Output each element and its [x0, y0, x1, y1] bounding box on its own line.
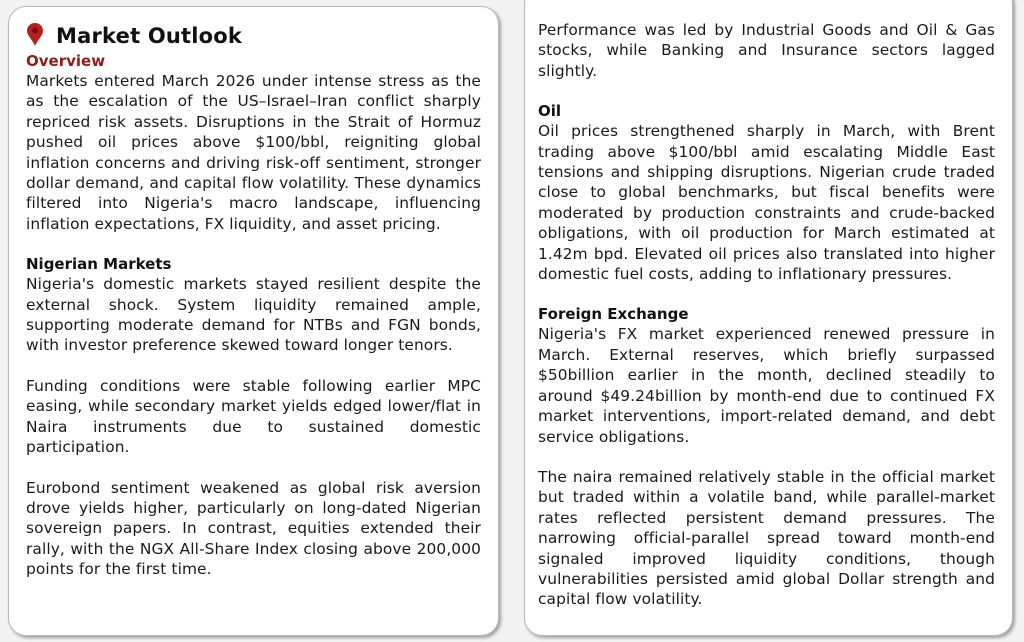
- foreign-exchange-paragraph-1: Nigeria's FX market experienced renewed pressure in March. External reserves, which briefly surpassed $50billion earlier in the month, declined steadily to around $49.24billion by month-end due to continued FX market interventions, import-related demand, and debt service obligations.: [538, 325, 995, 446]
- nigerian-markets-paragraph-1: Nigeria's domestic markets stayed resilient despite the external shock. System liquidity remained ample, supporting moderate demand for NTBs and FGN bonds, with investor preference skewed toward longer tenors.: [26, 275, 481, 355]
- map-pin-icon: [26, 22, 44, 48]
- foreign-exchange-paragraph-2: The naira remained relatively stable in the official market but traded within a volatile band, while parallel-market rates reflected persistent demand pressures. The narrowing official-parallel spread toward month-end signaled improved liquidity conditions, though vulnerabilities persisted amid global Dollar strength and capital flow volatility.: [538, 467, 995, 609]
- oil-heading: Oil: [538, 102, 562, 121]
- nigerian-markets-heading: Nigerian Markets: [26, 255, 172, 274]
- oil-paragraph: Oil prices strengthened sharply in March, with Brent trading above $100/bbl amid escalating Middle East tensions and shipping disruptions. Nigerian crude traded close to global benchmarks, but fiscal benefits were moderated by production constraints and crude-backed obligations, with oil production for March estimated at 1.42m bpd. Elevated oil prices also translated into higher domestic fuel costs, adding to inflationary pressures.: [538, 122, 995, 284]
- nigerian-markets-paragraph-3: Eurobond sentiment weakened as global risk aversion drove yields higher, particularly on long-dated Nigerian sovereign papers. In contrast, equities extended their rally, with the NGX All-Share Index closing above 200,000 points for the first time.: [26, 478, 481, 579]
- performance-paragraph: Performance was led by Industrial Goods and Oil & Gas stocks, while Banking and Insurance sectors lagged slightly.: [538, 21, 995, 80]
- overview-heading: Overview: [26, 52, 106, 70]
- page-title: Market Outlook: [56, 24, 243, 48]
- right-column-panel: [524, 0, 1013, 636]
- nigerian-markets-paragraph-2: Funding conditions were stable following earlier MPC easing, while secondary market yields edged lower/flat in Naira instruments due to sustained domestic participation.: [26, 376, 481, 457]
- overview-paragraph: Markets entered March 2026 under intense stress as the as the escalation of the US–Israel–Iran conflict sharply repriced risk assets. Disruptions in the Strait of Hormuz pushed oil prices above $100/bbl, reigniting global inflation concerns and driving risk-off sentiment, stronger dollar demand, and capital flow volatility. These dynamics filtered into Nigeria's macro landscape, influencing inflation expectations, FX liquidity, and asset pricing.: [26, 72, 481, 233]
- foreign-exchange-heading: Foreign Exchange: [538, 305, 689, 324]
- title-row: [26, 21, 481, 51]
- left-column-panel: [8, 6, 499, 636]
